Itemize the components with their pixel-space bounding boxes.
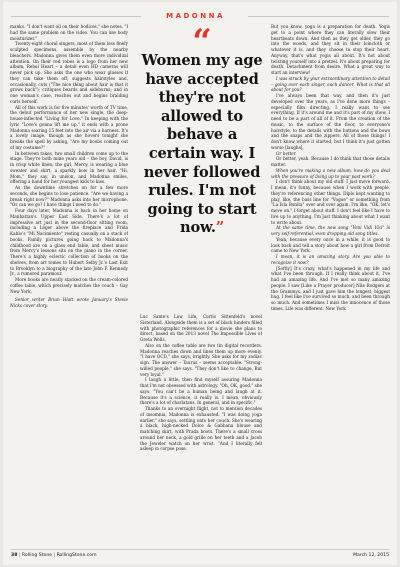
pull-quote-body: Women my age have accepted they're not allowed to behave a certain way. I never followed rules. I'm not going to start now. [141, 52, 263, 237]
paragraph: Twenty-eight choral singers, most of them less finely sculpted specimens, assemble by the nearby bleachers. Madonna gives them even more individual attention. On their red robes is a logo from her new album, Rebel Heart – a detail even HD cameras will never pick up. She asks the one who wear glasses if they can take them off; suggests hairstyles and, occasionally, cuts ("The nice thing about hair is that it grows back"); critiques beards and sideburns; and in one woman's case, reaches out and begins braiding curls herself. [10, 41, 128, 104]
paragraph: In between takes, two small children come up to the stage. They're both mine years old – the boy, David, is in crisp white linen; the girl, Mercy, is wearing a blue sweater and skirt, a sparkly bow in her hair. "Hi, Mom," they say, in unison, and Madonna smiles, offering a hand for her youngest kids to kiss. [10, 150, 128, 185]
paragraph: I laugh a little, then find myself assuring Madonna that I'm not obsessed with astrology. "Oh, OK, good," she says. "You can't be a human being and laugh at it. Because it's a science, it really is. I mean, obviously there's a lot of charlatans. In general, and in specific." [140, 377, 262, 406]
paragraph: Also on the coffee table are two tin digital recorders. Madonna reaches down and lines them up more evenly. "I have OCD," she says, brightly. She asks for my zodiac sign. The answer – Taurus – seems acceptable. "Strong-willed people," she says. "They don't like to change. But very loyal." [140, 342, 262, 377]
author-credit: Senior writer Brian Hiatt wrote January's Stevie Nicks cover story. [10, 297, 128, 308]
magazine-page [3, 2, 397, 565]
paragraph: I don't think about my old stuff. I just move forward. I mean, it's funny, because when I work with people, they're referencing other things. Diplo kept wanting to play, like, the bass line for "Vogue" or something from "La Isla Bonita" over and over again. I'm like, "OK, let's move on." I forget about stuff. I don't feel like I have to live up to anything. I'm just thinking about what I want to write about. [271, 179, 390, 225]
paragraph: More books are neatly stacked on the cream-colored coffee table, which precisely matches the couch – Gay New York, [10, 277, 128, 294]
paragraph: Thanks to an overnight flight, not to mention decades of insomnia, Madonna is exhausted. "I was doing yoga earlier," she says, settling onto her couch. She's wearing a black, high-necked Dolce & Gabbana blouse and matching skirt, with Prada boots. There's a small cross around her neck, a gold grille on her teeth and a Jacob the Jeweler watch on her wrist. "And I literally fell asleep in corpse pose. [140, 406, 262, 452]
header-rule-left [11, 16, 141, 17]
paragraph: But you know, yoga is a preparation for death. Yogis get to a point where they can literally slow their heartbeats down. And then as they get older, they go into the woods, and they sit in their loincloth or whatever it is, and they choose to stop their heart. Anyway, that's what yogis all about. It's not about twisting yourself into a pretzel. It's about preparing for death. Detachment from desire. What a great way to start an interview! [271, 24, 390, 75]
page-number: 38 [11, 553, 18, 558]
section-header [3, 12, 397, 22]
separator: | [53, 553, 57, 558]
section-title: MADONNA [166, 12, 225, 20]
article-column-1 [10, 24, 128, 524]
interview-question: When you're making a new album, how do you deal with the pressure of living up to your past work? [271, 167, 390, 179]
interview-question: I was struck by your extraordinary attention to detail – going over each singer, each dancer. What is that all about for you? [271, 75, 390, 93]
paragraph: Yeah, because every once in a while, it is good to look back and tell a story about how a girl from Detroit came to New York. [271, 236, 390, 254]
separator: | [18, 553, 22, 558]
footer-left [11, 553, 97, 558]
interview-question: I mean, it is an amazing story. Are you able to recognize it now? [271, 254, 390, 265]
paragraph: All of this work is for five minutes' worth of TV time, the debut performance of her new single, the deep-house-inflected "Living for Love." In keeping with the lyric "Love's gonna lift me up," it ends with a prone Madonna soaring 15 feet into the air via a harness. It's a lovely image, though as she hovers tonight she breaks the spell by asking, "Are my boobs coming out of my costume?" [10, 104, 128, 150]
page-footer [3, 549, 397, 561]
paragraph: Or better, yeah. Because I do think that those details matter. [271, 156, 390, 167]
pull-quote [139, 22, 265, 238]
close-quote-mark: ” [215, 219, 224, 237]
pull-quote-text [139, 52, 265, 238]
open-quote-mark: “ [192, 22, 212, 62]
header-rule-right [248, 16, 389, 17]
paragraph: manks. "I don't want oil on their bodices," she notes. "I had the same problem on the video. You can use body moisturizer." [10, 24, 128, 41]
interview-question: At the same time, the new song "Veni Vidi Vici" is very self-referential, even dropping old song titles. [271, 225, 390, 236]
website: RollingStone.com [56, 553, 97, 558]
paragraph: Four days later, Madonna is back in her home on Manhattan's Upper East Side. There's a lot of impressive art just in the second-floor sitting room, including a Léger above the fireplace and Frida Kahlo's "Mi Nacimiento" resting casually on a stack of books. Family pictures going back to Madonna's childhood are on a glass end table, and sheet music from Mercy's lessons sits on the piano in the corner. There's a highly eclectic collection of books on the shelves, from art tomes to Hubert Selby Jr.'s Last Exit to Brooklyn to a biography of the late John F. Kennedy Jr., a rumored paramour. [10, 208, 128, 277]
article-column-3 [271, 24, 390, 540]
issue-date: March 12, 2015 [353, 553, 389, 558]
interview-question: Or better. [276, 150, 297, 156]
paragraph: I've always been that way, and then it's just developed over the years, as I've done more things – especially film directing. I really want to see everything. If it's around me and it's part of my show, I need to be a part of all of it. From the creation of the music, to the surface of the floor, to everyone's hairstyle, to the details with the buttons and the bows and the snaps and the zippers. All of those things! I don't know where it started, but I think it's just gotten worse [laughs]. [271, 93, 390, 150]
article-column-2 [140, 314, 262, 520]
footer-rule [11, 549, 389, 550]
paragraph: [Softly] It's crazy, what's happened in my life and what I've been through. If I really think about it, I've had an amazing life. And I've met so many amazing people. I saw [Like a Prayer producer] Nile Rodgers at the Grammys, and I just gave him the longest, biggest hug. I feel like I've survived so much, and been through so much. And sometimes I miss the innocence of those times. Life was different. New York [271, 265, 390, 311]
paragraph: As the downtime stretches on for a few more seconds, she begins to lose patience. "Are we having a break right now?" Madonna asks into her microphone. "Or can we go? I have things I need to do." [10, 185, 128, 208]
paragraph: Luc Sante's Low Life, Curtis Sittenfeld's novel Sisterland. Alongside them is a set of black binders filled with photographic references for a movie she plans to direct, based on the 2013 novel The Impossible Lives of Greta Wells. [140, 314, 262, 342]
magazine-name: Rolling Stone [21, 553, 53, 558]
